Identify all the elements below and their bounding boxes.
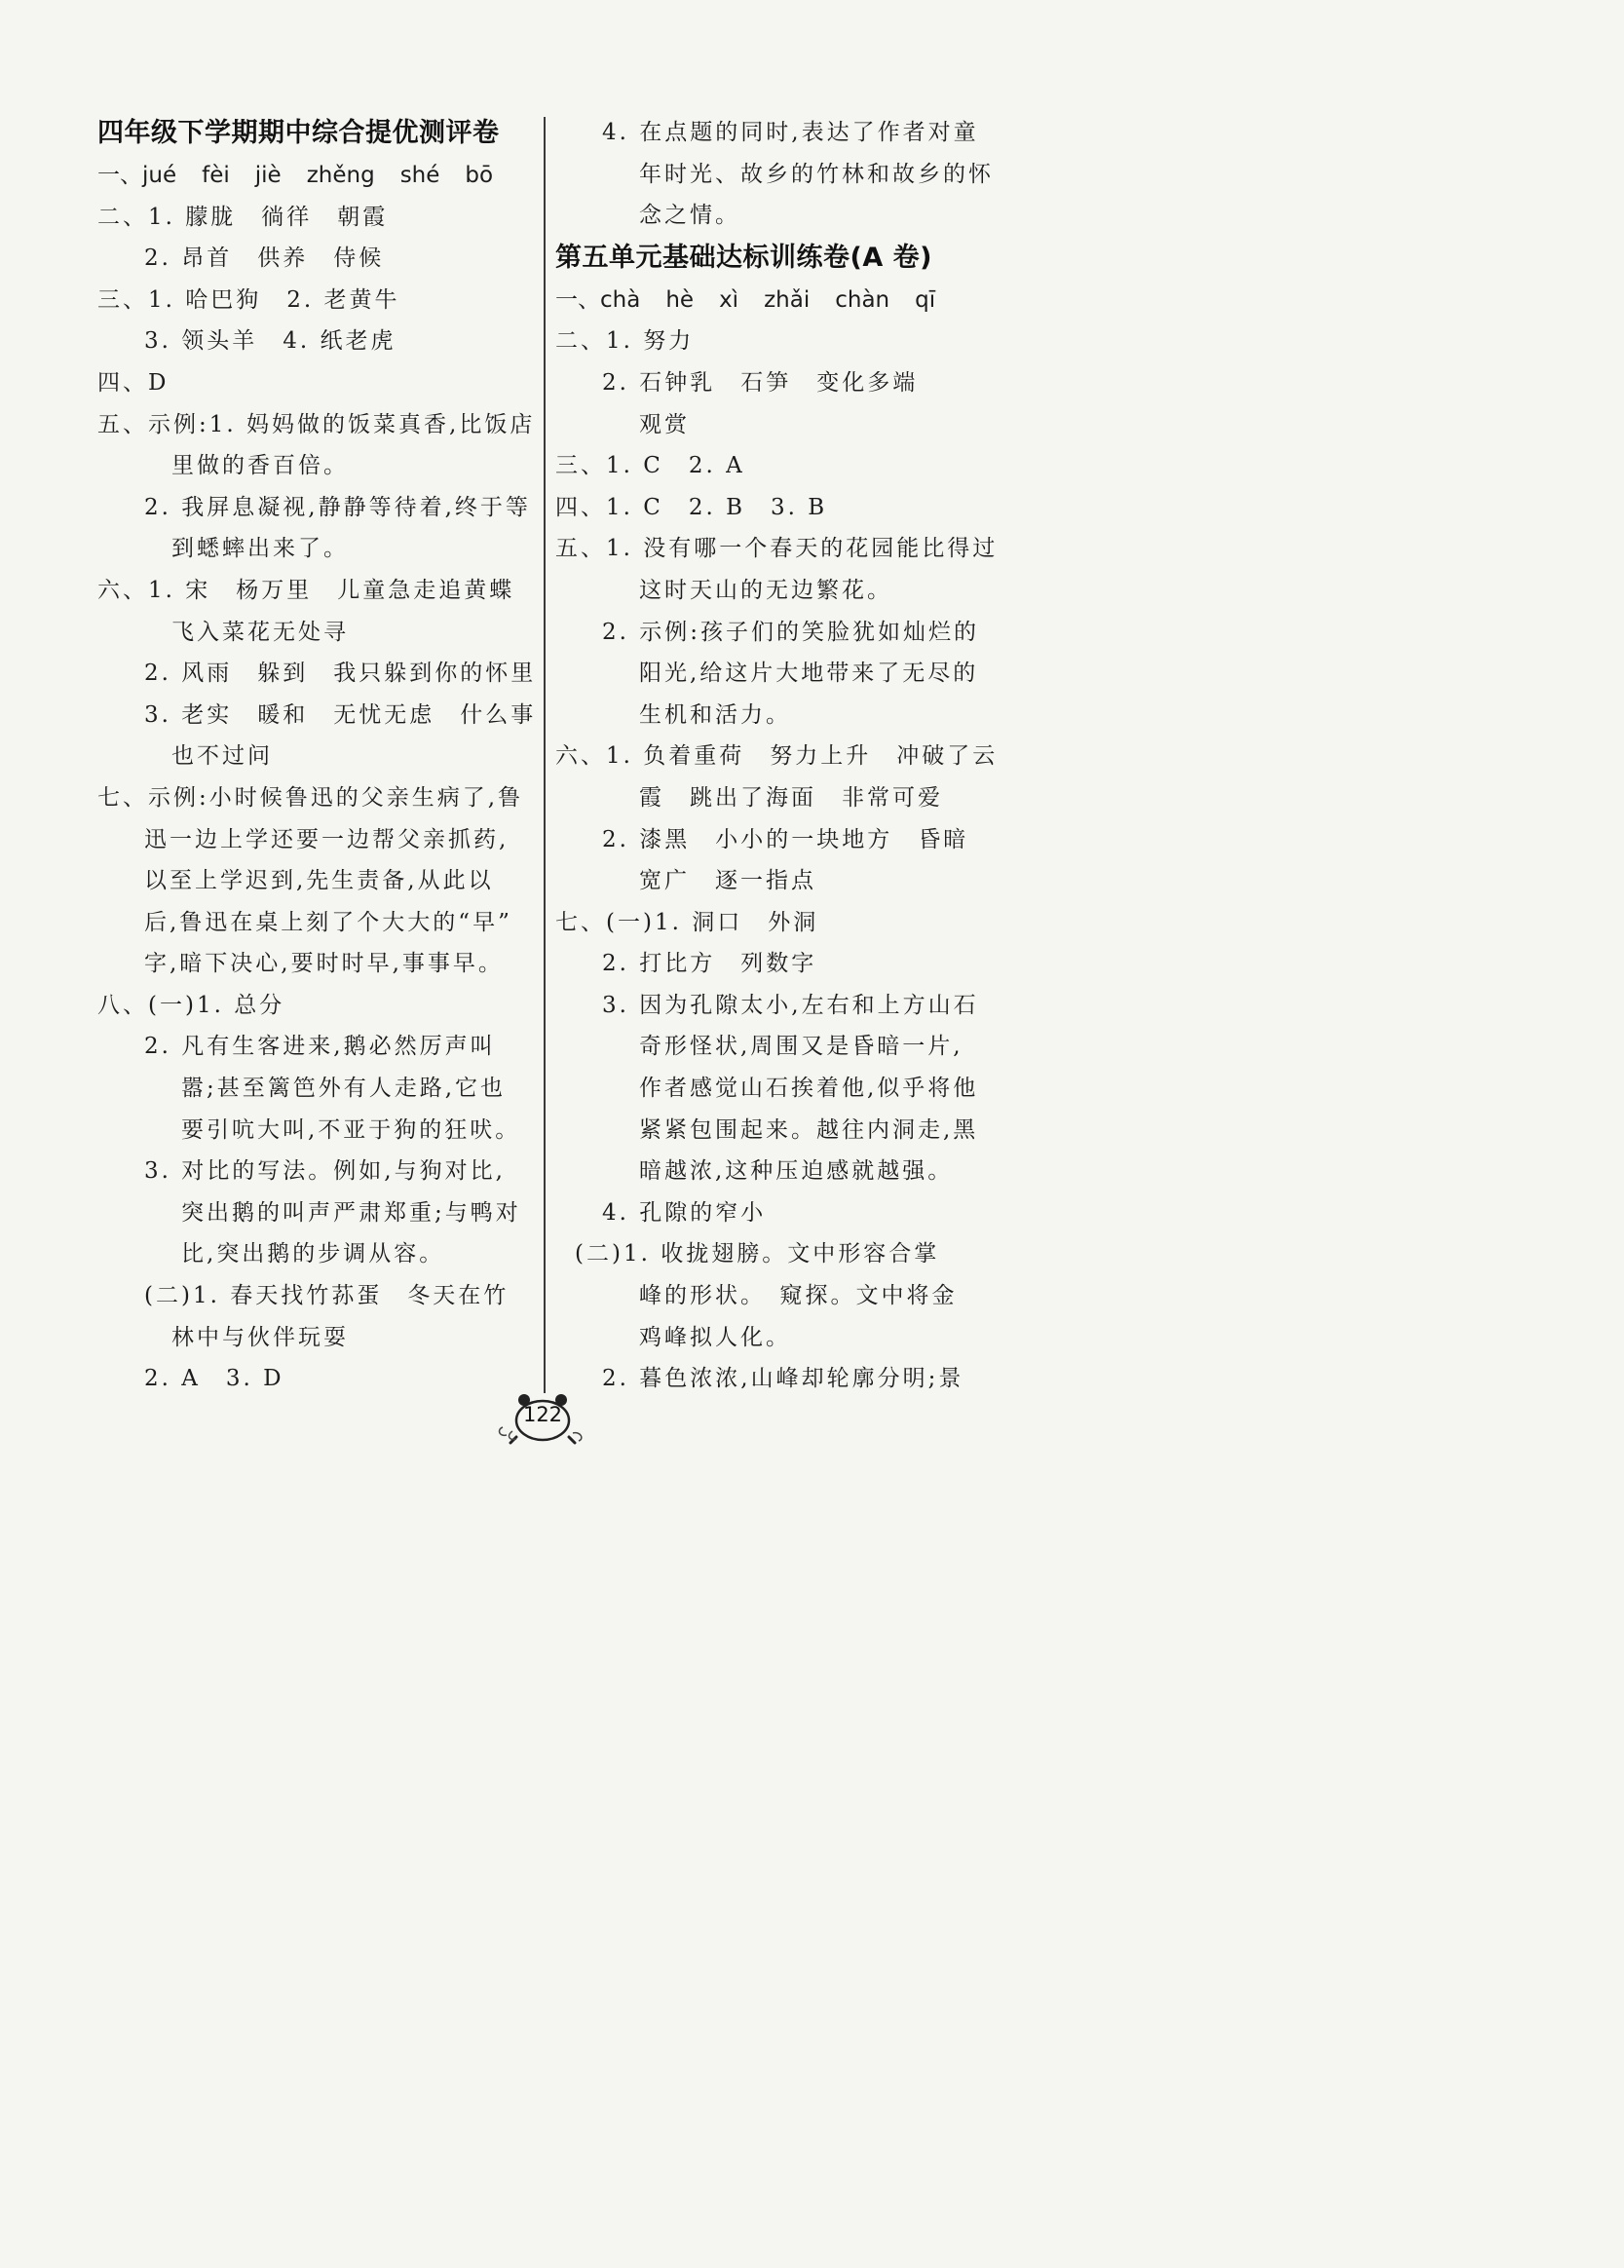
- answer-line: 以至上学迟到,先生责备,从此以: [144, 868, 494, 894]
- answer-line: 字,暗下决心,要时时早,事事早。: [144, 951, 504, 977]
- answer-line: 也不过问: [171, 743, 273, 770]
- answer-line: 2. A 3. D: [144, 1366, 284, 1392]
- pinyin-word: fèi: [202, 163, 230, 188]
- answer-line: 2. 打比方 列数字: [602, 951, 817, 977]
- pinyin-word: shé: [399, 163, 440, 188]
- answer-line: 4. 孔隙的窄小: [602, 1199, 767, 1226]
- page-number-text: 122: [522, 1403, 563, 1426]
- answer-line: 里做的香百倍。: [171, 453, 349, 479]
- pinyin-word: zhǎi: [764, 286, 811, 313]
- answer-line: 五、示例:1. 妈妈做的饭菜真香,比饭店: [97, 411, 536, 437]
- answer-line: 七、示例:小时候鲁迅的父亲生病了,鲁: [97, 784, 524, 811]
- answer-line: 二、1. 努力: [555, 328, 695, 355]
- answer-line: 三、1. 哈巴狗 2. 老黄牛: [97, 286, 400, 313]
- answer-line: 2. 示例:孩子们的笑脸犹如灿烂的: [602, 619, 980, 645]
- answer-page: [0, 0, 1094, 1528]
- answer-line: 四、1. C 2. B 3. B: [555, 494, 828, 520]
- answer-line: 奇形怪状,周围又是昏暗一片,: [639, 1034, 963, 1060]
- pinyin-word: chàn: [835, 286, 890, 313]
- answer-line: 比,突出鹅的步调从容。: [181, 1241, 445, 1267]
- answer-line: 这时天山的无边繁花。: [639, 577, 892, 603]
- pinyin-answer-line: [555, 280, 1003, 321]
- answer-line: 宽广 逐一指点: [639, 868, 816, 894]
- pinyin-word: hè: [665, 286, 695, 313]
- answer-line: 作者感觉山石挨着他,似乎将他: [639, 1076, 979, 1102]
- answer-line: 观赏: [639, 411, 690, 437]
- left-column: [97, 112, 536, 1400]
- pinyin-word: jiè: [254, 163, 282, 188]
- answer-line: 3. 领头羊 4. 纸老虎: [144, 328, 397, 355]
- answer-line: 突出鹅的叫声严肃郑重;与鸭对: [181, 1199, 521, 1226]
- column-divider: [544, 117, 546, 1393]
- answer-line: 鸡峰拟人化。: [639, 1324, 791, 1350]
- answer-line: 后,鲁迅在桌上刻了个大大的“早”: [144, 909, 512, 935]
- pinyin-word: qī: [915, 286, 936, 313]
- answer-line: 嚣;甚至篱笆外有人走路,它也: [181, 1076, 507, 1102]
- answer-line: 2. 昂首 供养 侍候: [144, 246, 385, 272]
- pinyin-answer-line: [97, 155, 536, 197]
- answer-line: 2. 我屏息凝视,静静等待着,终于等: [144, 494, 531, 520]
- pinyin-word: jué: [142, 163, 177, 188]
- answer-line: 2. 漆黑 小小的一块地方 昏暗: [602, 826, 969, 852]
- page-number: [495, 1388, 592, 1445]
- answer-line: 3. 因为孔隙太小,左右和上方山石: [602, 992, 979, 1018]
- answer-line: 生机和活力。: [639, 701, 791, 728]
- answer-line: 五、1. 没有哪一个春天的花园能比得过: [555, 536, 999, 562]
- item-number: 一、: [555, 286, 600, 313]
- answer-line: 飞入菜花无处寻: [171, 619, 349, 645]
- answer-line: 三、1. C 2. A: [555, 453, 745, 479]
- unit-five-test-title: 第五单元基础达标训练卷(A 卷): [555, 242, 932, 273]
- pinyin-word: zhěng: [306, 163, 375, 188]
- answer-line: 要引吭大叫,不亚于狗的狂吠。: [181, 1116, 521, 1143]
- pinyin-word: xì: [719, 286, 739, 313]
- answer-line: 3. 老实 暖和 无忧无虑 什么事: [144, 701, 537, 728]
- item-number: 一、: [97, 163, 142, 188]
- answer-line: 4. 在点题的同时,表达了作者对童: [602, 120, 979, 145]
- answer-line: (二)1. 收拢翅膀。文中形容合掌: [575, 1241, 940, 1267]
- pinyin-word: chà: [600, 286, 641, 313]
- answer-line: 紧紧包围起来。越往内洞走,黑: [639, 1116, 979, 1143]
- answer-line: 2. 凡有生客进来,鹅必然厉声叫: [144, 1034, 496, 1060]
- answer-line: 四、D: [97, 369, 170, 396]
- answer-line: 到蟋蟀出来了。: [171, 536, 349, 562]
- answer-line: 八、(一)1. 总分: [97, 992, 285, 1018]
- answer-line: 阳光,给这片大地带来了无尽的: [639, 661, 979, 687]
- answer-line: 2. 风雨 躲到 我只躲到你的怀里: [144, 661, 537, 687]
- answer-line: 年时光、故乡的竹林和故乡的怀: [639, 161, 994, 187]
- answer-line: 七、(一)1. 洞口 外洞: [555, 909, 819, 935]
- answer-line: 六、1. 宋 杨万里 儿童急走追黄蝶: [97, 577, 515, 603]
- answer-line: 迅一边上学还要一边帮父亲抓药,: [144, 826, 510, 852]
- pinyin-word: bō: [465, 163, 494, 188]
- answer-line: 峰的形状。 窥探。文中将金: [639, 1283, 958, 1309]
- answer-line: 2. 暮色浓浓,山峰却轮廓分明;景: [602, 1366, 964, 1392]
- answer-line: 霞 跳出了海面 非常可爱: [639, 784, 943, 811]
- answer-line: 念之情。: [639, 203, 740, 229]
- answer-line: 2. 石钟乳 石笋 变化多端: [602, 369, 919, 396]
- answer-line: 六、1. 负着重荷 努力上升 冲破了云: [555, 743, 999, 770]
- answer-line: 林中与伙伴玩耍: [171, 1324, 349, 1350]
- answer-line: 暗越浓,这种压迫感就越强。: [639, 1158, 954, 1185]
- answer-line: 二、1. 朦胧 徜徉 朝霞: [97, 204, 389, 230]
- answer-line: (二)1. 春天找竹荪蛋 冬天在竹: [144, 1283, 510, 1309]
- right-column: [555, 112, 1003, 1400]
- answer-line: 3. 对比的写法。例如,与狗对比,: [144, 1158, 506, 1185]
- midterm-test-title: 四年级下学期期中综合提优测评卷: [97, 118, 500, 148]
